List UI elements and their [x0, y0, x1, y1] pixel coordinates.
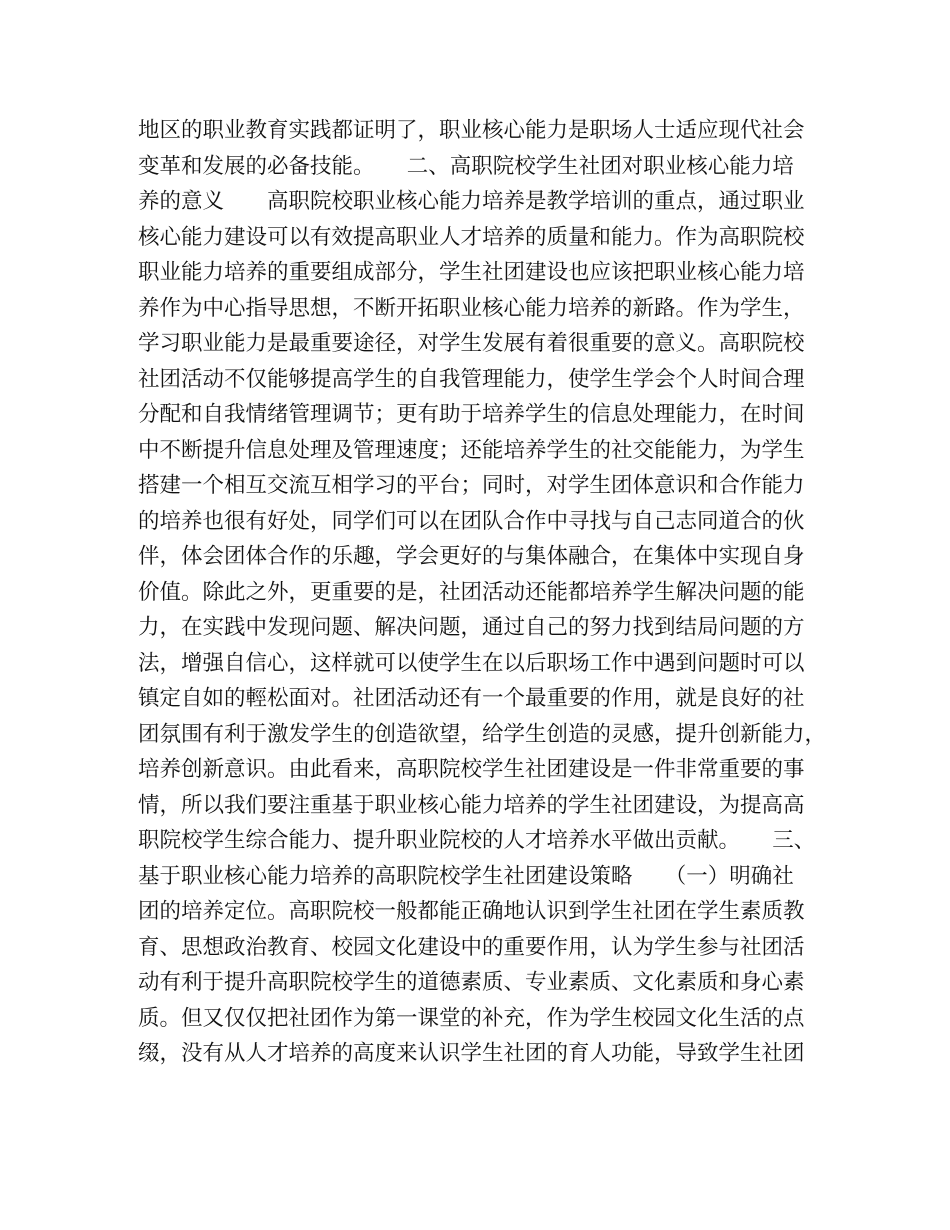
text-line: 的培养也很有好处，同学们可以在团队合作中寻找与自己志同道合的伙 [138, 508, 805, 534]
text-line: 法，增强自信心，这样就可以使学生在以后职场工作中遇到问题时可以 [138, 650, 805, 676]
text-line: 搭建一个相互交流互相学习的平台；同时，对学生团体意识和合作能力 [138, 473, 805, 498]
text-line: 核心能力建设可以有效提高职业人才培养的质量和能力。作为高职院校 [138, 224, 805, 250]
text-line: 变革和发展的必备技能。 二、高职院校学生社团对职业核心能力培 [138, 153, 794, 179]
body-text [138, 113, 827, 1072]
text-line: 养作为中心指导思想，不断开拓职业核心能力培养的新路。作为学生， [138, 295, 805, 321]
text-line: 团的培养定位。高职院校一般都能正确地认识到学生社团在学生素质教 [138, 899, 805, 924]
text-line: 培养创新意识。由此看来，高职院校学生社团建设是一件非常重要的事 [138, 757, 805, 782]
text-line: 价值。除此之外，更重要的是，社团活动还能都培养学生解决问题的能 [138, 579, 805, 605]
text-line: 基于职业核心能力培养的高职院校学生社团建设策略 （一）明确社 [138, 863, 794, 889]
text-line: 中不断提升信息处理及管理速度；还能培养学生的社交能能力，为学生 [138, 437, 805, 463]
text-line: 动有利于提升高职院校学生的道德素质、专业素质、文化素质和身心素 [138, 970, 805, 995]
text-line: 社团活动不仅能够提高学生的自我管理能力，使学生学会个人时间合理 [138, 366, 805, 392]
text-line: 伴，体会团体合作的乐趣，学会更好的与集体融合，在集体中实现自身 [138, 544, 805, 569]
text-line: 镇定自如的輕松面对。社团活动还有一个最重要的作用，就是良好的社 [138, 686, 805, 711]
text-line: 地区的职业教育实践都证明了，职业核心能力是职场人士适应现代社会 [138, 118, 805, 143]
text-line: 缀，没有从人才培养的高度来认识学生社团的育人功能，导致学生社团 [138, 1041, 805, 1066]
text-line: 养的意义 高职院校职业核心能力培养是教学培训的重点，通过职业 [138, 189, 805, 214]
text-line: 学习职业能力是最重要途径，对学生发展有着很重要的意义。高职院校 [138, 331, 805, 356]
text-line: 育、思想政治教育、校园文化建设中的重要作用，认为学生参与社团活 [138, 934, 805, 960]
text-line: 团氛围有利于激发学生的创造欲望，给学生创造的灵感，提升创新能力， [138, 721, 827, 747]
text-line: 分配和自我情绪管理调节；更有助于培养学生的信息处理能力，在时间 [138, 402, 805, 427]
text-line: 质。但又仅仅把社团作为第一课堂的补充，作为学生校园文化生活的点 [138, 1005, 805, 1031]
text-line: 情，所以我们要注重基于职业核心能力培养的学生社团建设，为提高高 [138, 792, 805, 818]
text-line: 职院校学生综合能力、提升职业院校的人才培养水平做出贡献。 三、 [138, 828, 816, 853]
text-line: 职业能力培养的重要组成部分，学生社团建设也应该把职业核心能力培 [138, 260, 805, 285]
text-line: 力，在实践中发现问题、解决问题，通过自己的努力找到结局问题的方 [138, 615, 805, 640]
